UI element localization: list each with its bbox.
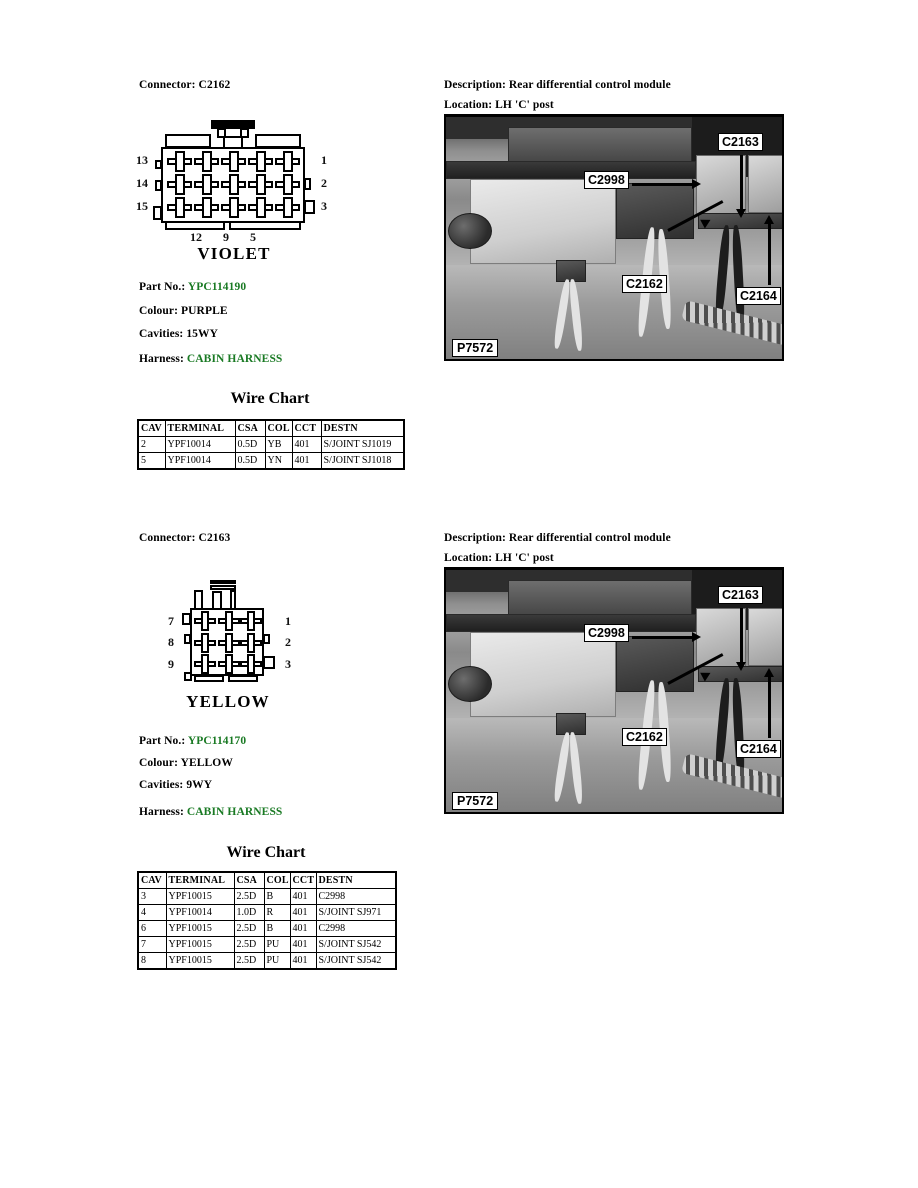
cell-csa: 1.0D (234, 905, 264, 921)
arrow-c2998 (632, 183, 694, 186)
cell-col: YB (265, 437, 292, 453)
arrow-c2998 (632, 636, 694, 639)
arrow-head-c2164 (764, 668, 774, 677)
table-row (138, 905, 396, 921)
cell-csa: 2.5D (234, 889, 264, 905)
table-header-row (138, 420, 404, 437)
connector-cavity (221, 197, 246, 218)
connector-cavity (194, 151, 219, 172)
cell-terminal: YPF10014 (165, 453, 235, 470)
table-row (138, 889, 396, 905)
arrow-c2163 (740, 155, 743, 211)
cell-col: R (264, 905, 290, 921)
pin-label-left-1: 7 (168, 614, 174, 628)
photo-connector-c2163 (696, 155, 746, 215)
connector-ear-left-top (155, 160, 162, 169)
cell-csa: 2.5D (234, 953, 264, 970)
cell-cav: 5 (138, 453, 165, 470)
connector-colour-name-2: YELLOW (186, 692, 270, 711)
detail-value: CABIN HARNESS (186, 806, 283, 818)
cell-terminal: YPF10014 (165, 437, 235, 453)
connector-title-1: Connector: C2162 (139, 79, 231, 91)
connector-cavity (275, 174, 300, 195)
pin-label-left-3: 9 (168, 657, 174, 671)
cell-csa: 0.5D (235, 437, 265, 453)
pin-label-left-3: 15 (136, 199, 148, 213)
detail-value: YPC114190 (187, 281, 247, 293)
connector-base-right (229, 221, 301, 230)
detail-key: Harness: (139, 806, 184, 818)
cell-terminal: YPF10015 (166, 937, 234, 953)
detail-key: Cavities: (139, 328, 184, 340)
component-photo-1 (444, 115, 784, 361)
connector-cavity (194, 654, 216, 674)
pin-label-right-3: 3 (285, 657, 291, 671)
col-cav: CAV (138, 420, 165, 437)
callout-c2164-2: C2164 (736, 740, 781, 758)
wire-chart-title-1: Wire Chart (230, 390, 310, 407)
photo-relay-black (616, 636, 694, 692)
detail-key: Harness: (139, 353, 184, 365)
cell-csa: 0.5D (235, 453, 265, 470)
col-destn: DESTN (316, 872, 396, 889)
photo-control-module (470, 179, 616, 264)
detail-value: CABIN HARNESS (186, 353, 283, 365)
cell-terminal: YPF10015 (166, 921, 234, 937)
detail-value: YELLOW (180, 757, 233, 769)
pin-label-left-2: 8 (168, 635, 174, 649)
cell-cav: 3 (138, 889, 166, 905)
detail-value: PURPLE (181, 305, 228, 317)
cell-cct: 401 (290, 921, 316, 937)
pin-label-left-1: 13 (136, 153, 148, 167)
cell-destn: C2998 (316, 889, 396, 905)
col-csa: CSA (234, 872, 264, 889)
photo-description-1: Description: Rear differential control module (444, 79, 671, 91)
photo-location-1: Location: LH 'C' post (444, 99, 554, 111)
detail-colour-1 (139, 305, 228, 317)
col-cct: CCT (292, 420, 321, 437)
table-row (138, 937, 396, 953)
connector-cavity (275, 197, 300, 218)
arrow-head-c2163 (736, 662, 746, 671)
cell-destn: S/JOINT SJ542 (316, 937, 396, 953)
detail-key: Part No.: (139, 735, 186, 747)
col-cct: CCT (290, 872, 316, 889)
cell-cct: 401 (290, 937, 316, 953)
cell-destn: C2998 (316, 921, 396, 937)
connector-ear-right-mid (304, 178, 311, 190)
connector-cavity (194, 174, 219, 195)
pin-label-bottom-1: 12 (190, 230, 202, 244)
connector-ear-right-bot (304, 200, 315, 214)
wire-chart-table-1 (137, 419, 405, 470)
photo-control-module (470, 632, 616, 717)
detail-value: 15WY (186, 328, 219, 340)
cell-destn: S/JOINT SJ971 (316, 905, 396, 921)
connector-ear-left-bot (153, 206, 162, 220)
photo-location-2: Location: LH 'C' post (444, 552, 554, 564)
cell-csa: 2.5D (234, 937, 264, 953)
connector-base-left-2 (194, 675, 224, 682)
detail-part-no-2 (139, 735, 246, 747)
arrow-head-c2163 (736, 209, 746, 218)
photo-beam-lower (446, 161, 696, 179)
detail-key: Cavities: (139, 779, 184, 791)
cell-cct: 401 (290, 889, 316, 905)
table-header-row (138, 872, 396, 889)
connector-shoulder-left (165, 134, 211, 148)
connector-cavity (248, 174, 273, 195)
connector-cavity (194, 611, 216, 631)
cell-destn: S/JOINT SJ1018 (321, 453, 404, 470)
col-cav: CAV (138, 872, 166, 889)
connector-ear-left-mid (155, 180, 162, 191)
pin-label-right-1: 1 (321, 153, 327, 167)
connector-title-2: Connector: C2163 (139, 532, 231, 544)
pin-label-left-2: 14 (136, 176, 148, 190)
photo-connector-c2164 (748, 155, 784, 213)
arrow-c2163 (740, 608, 743, 664)
connector-cavity (218, 633, 240, 653)
detail-value: 9WY (186, 779, 213, 791)
arrow-head-c2998 (692, 632, 701, 642)
connector-ear-right-mid-2 (263, 634, 270, 644)
connector-cavity (194, 633, 216, 653)
connector-diagram-2 (168, 580, 300, 710)
col-terminal: TERMINAL (166, 872, 234, 889)
connector-cavity (221, 174, 246, 195)
detail-key: Part No.: (139, 281, 186, 293)
col-csa: CSA (235, 420, 265, 437)
cell-cav: 7 (138, 937, 166, 953)
photo-description-2: Description: Rear differential control module (444, 532, 671, 544)
cell-cct: 401 (292, 437, 321, 453)
pin-label-right-2: 2 (285, 635, 291, 649)
cell-col: PU (264, 953, 290, 970)
cell-terminal: YPF10015 (166, 953, 234, 970)
connector-ear-left-mid-2 (184, 634, 191, 644)
connector-cavity (167, 197, 192, 218)
connector-cavity (240, 611, 262, 631)
col-col: COL (265, 420, 292, 437)
connector-cavity (167, 174, 192, 195)
callout-c2998-2: C2998 (584, 624, 629, 642)
detail-cavities-1 (139, 328, 218, 340)
callout-c2163-2: C2163 (718, 586, 763, 604)
connector-cavity (240, 633, 262, 653)
detail-value: YPC114170 (187, 735, 247, 747)
connector-cavity (240, 654, 262, 674)
connector-cavity (194, 197, 219, 218)
arrow-c2164 (768, 676, 771, 738)
cell-col: B (264, 889, 290, 905)
pin-label-bottom-3: 5 (250, 230, 256, 244)
cell-terminal: YPF10015 (166, 889, 234, 905)
connector-diagram-1 (136, 120, 329, 263)
photo-grommet (448, 666, 492, 702)
callout-c2162-2: C2162 (622, 728, 667, 746)
connector-cavity (248, 151, 273, 172)
col-col: COL (264, 872, 290, 889)
detail-colour-2 (139, 757, 233, 769)
connector-cavity (275, 151, 300, 172)
photo-connector-c2164 (748, 608, 784, 666)
photo-grommet (448, 213, 492, 249)
callout-c2162-1: C2162 (622, 275, 667, 293)
callout-c2164-1: C2164 (736, 287, 781, 305)
connector-cavity (167, 151, 192, 172)
pin-label-right-1: 1 (285, 614, 291, 628)
cell-cav: 6 (138, 921, 166, 937)
detail-key: Colour: (139, 305, 179, 317)
cell-col: PU (264, 937, 290, 953)
photo-beam-lower (446, 614, 696, 632)
cell-cct: 401 (290, 905, 316, 921)
cell-destn: S/JOINT SJ1019 (321, 437, 404, 453)
detail-harness-1 (139, 353, 282, 365)
component-photo-2 (444, 568, 784, 814)
arrow-head-c2998 (692, 179, 701, 189)
connector-base-right-2 (228, 675, 258, 682)
callout-c2163-1: C2163 (718, 133, 763, 151)
cell-terminal: YPF10014 (166, 905, 234, 921)
connector-cavity (248, 197, 273, 218)
connector-colour-name-1: VIOLET (197, 244, 271, 263)
table-row (138, 953, 396, 970)
photo-id-2: P7572 (452, 792, 498, 810)
connector-shoulder-right (255, 134, 301, 148)
photo-id-1: P7572 (452, 339, 498, 357)
table-row (138, 437, 404, 453)
connector-ear-right-bot-2 (263, 656, 275, 669)
table-row (138, 453, 404, 470)
cell-cav: 4 (138, 905, 166, 921)
detail-cavities-2 (139, 779, 212, 791)
arrow-c2164 (768, 223, 771, 285)
cell-col: B (264, 921, 290, 937)
photo-connector-c2163 (696, 608, 746, 668)
callout-c2998-1: C2998 (584, 171, 629, 189)
col-destn: DESTN (321, 420, 404, 437)
detail-part-no-1 (139, 281, 246, 293)
col-terminal: TERMINAL (165, 420, 235, 437)
detail-harness-2 (139, 806, 282, 818)
cell-cct: 401 (292, 453, 321, 470)
cell-csa: 2.5D (234, 921, 264, 937)
wire-chart-table-2 (137, 871, 397, 970)
cell-cav: 2 (138, 437, 165, 453)
connector-base-left (165, 221, 225, 230)
cell-cct: 401 (290, 953, 316, 970)
table-row (138, 921, 396, 937)
pin-label-right-2: 2 (321, 176, 327, 190)
cell-col: YN (265, 453, 292, 470)
connector-ear-left-bot-2 (184, 672, 192, 681)
arrow-head-c2164 (764, 215, 774, 224)
connector-ear-left-top-2 (182, 613, 191, 625)
cell-destn: S/JOINT SJ542 (316, 953, 396, 970)
cell-cav: 8 (138, 953, 166, 970)
connector-latch-top (210, 580, 236, 584)
wire-chart-title-2: Wire Chart (226, 844, 306, 861)
connector-cavity (221, 151, 246, 172)
connector-cavity (218, 654, 240, 674)
photo-relay-black (616, 183, 694, 239)
pin-label-bottom-2: 9 (223, 230, 229, 244)
connector-cavity (218, 611, 240, 631)
pin-label-right-3: 3 (321, 199, 327, 213)
detail-key: Colour: (139, 757, 179, 769)
